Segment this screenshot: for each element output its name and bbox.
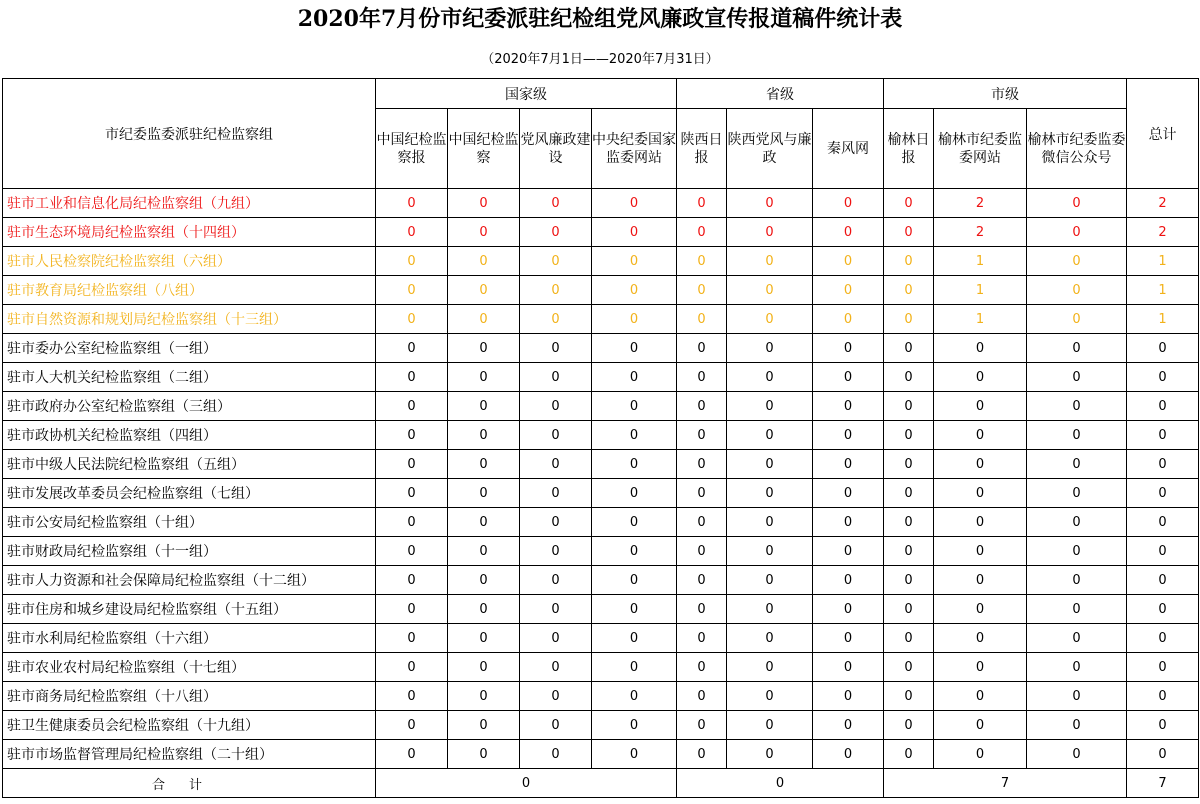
count-cell: 0 [677,421,727,450]
count-cell: 0 [884,218,934,247]
header-media: 中国纪检监察报 [376,109,448,189]
group-name-cell: 驻市水利局纪检监察组（十六组） [3,624,376,653]
summary-row [3,769,1199,798]
count-cell: 0 [813,682,884,711]
count-cell: 0 [727,305,813,334]
count-cell: 0 [677,334,727,363]
count-cell: 0 [727,595,813,624]
count-cell: 0 [376,276,448,305]
count-cell: 0 [448,218,520,247]
count-cell: 0 [520,392,592,421]
count-cell: 0 [520,479,592,508]
row-total-cell: 0 [1127,566,1199,595]
header-row-levels [3,79,1199,109]
count-cell: 0 [884,276,934,305]
count-cell: 0 [727,421,813,450]
count-cell: 0 [592,305,677,334]
count-cell: 0 [448,247,520,276]
count-cell: 0 [677,247,727,276]
row-total-cell: 0 [1127,421,1199,450]
count-cell: 0 [934,740,1027,769]
count-cell: 0 [884,740,934,769]
count-cell: 0 [934,421,1027,450]
count-cell: 0 [1027,392,1127,421]
row-total-cell: 0 [1127,508,1199,537]
count-cell: 0 [592,421,677,450]
count-cell: 0 [934,595,1027,624]
count-cell: 0 [677,682,727,711]
group-name-cell: 驻市中级人民法院纪检监察组（五组） [3,450,376,479]
count-cell: 0 [1027,305,1127,334]
count-cell: 0 [727,740,813,769]
count-cell: 0 [1027,508,1127,537]
summary-city: 7 [884,769,1127,798]
count-cell: 0 [592,189,677,218]
count-cell: 0 [448,537,520,566]
count-cell: 0 [376,740,448,769]
count-cell: 0 [376,421,448,450]
header-media: 陕西党风与廉政 [727,109,813,189]
count-cell: 0 [884,537,934,566]
group-name-cell: 驻卫生健康委员会纪检监察组（十九组） [3,711,376,740]
count-cell: 0 [1027,247,1127,276]
header-total: 总计 [1127,79,1199,189]
count-cell: 0 [520,682,592,711]
row-total-cell: 0 [1127,334,1199,363]
count-cell: 0 [448,653,520,682]
row-total-cell: 0 [1127,392,1199,421]
header-media: 陕西日报 [677,109,727,189]
count-cell: 0 [448,276,520,305]
count-cell: 0 [884,479,934,508]
count-cell: 0 [376,653,448,682]
count-cell: 0 [884,247,934,276]
count-cell: 0 [376,305,448,334]
header-media: 榆林日报 [884,109,934,189]
group-name-cell: 驻市政府办公室纪检监察组（三组） [3,392,376,421]
date-range: （2020年7月1日——2020年7月31日） [481,52,719,67]
group-name-cell: 驻市市场监督管理局纪检监察组（二十组） [3,740,376,769]
count-cell: 0 [884,566,934,595]
count-cell: 0 [520,247,592,276]
count-cell: 0 [1027,479,1127,508]
count-cell: 0 [1027,450,1127,479]
count-cell: 0 [934,479,1027,508]
count-cell: 0 [677,392,727,421]
count-cell: 0 [884,508,934,537]
count-cell: 0 [727,392,813,421]
count-cell: 0 [934,624,1027,653]
count-cell: 0 [813,508,884,537]
row-total-cell: 0 [1127,363,1199,392]
count-cell: 0 [727,247,813,276]
count-cell: 0 [677,363,727,392]
count-cell: 0 [520,189,592,218]
table-row [3,653,1199,682]
count-cell: 0 [677,595,727,624]
count-cell: 0 [520,450,592,479]
count-cell: 0 [376,537,448,566]
count-cell: 0 [813,595,884,624]
count-cell: 0 [520,305,592,334]
count-cell: 0 [1027,421,1127,450]
table-row [3,363,1199,392]
row-total-cell: 0 [1127,450,1199,479]
count-cell: 0 [884,334,934,363]
count-cell: 0 [520,537,592,566]
count-cell: 0 [677,711,727,740]
count-cell: 0 [592,276,677,305]
count-cell: 0 [592,218,677,247]
count-cell: 0 [376,450,448,479]
count-cell: 0 [727,537,813,566]
count-cell: 0 [592,682,677,711]
count-cell: 0 [934,450,1027,479]
count-cell: 0 [727,363,813,392]
group-name-cell: 驻市财政局纪检监察组（十一组） [3,537,376,566]
count-cell: 0 [884,392,934,421]
count-cell: 0 [727,334,813,363]
count-cell: 0 [813,218,884,247]
row-total-cell: 0 [1127,653,1199,682]
count-cell: 0 [592,247,677,276]
count-cell: 0 [376,479,448,508]
group-name-cell: 驻市委办公室纪检监察组（一组） [3,334,376,363]
count-cell: 0 [1027,653,1127,682]
table-row [3,537,1199,566]
count-cell: 0 [727,566,813,595]
count-cell: 0 [448,566,520,595]
group-name-cell: 驻市人力资源和社会保障局纪检监察组（十二组） [3,566,376,595]
count-cell: 0 [727,711,813,740]
count-cell: 0 [520,740,592,769]
count-cell: 0 [934,537,1027,566]
count-cell: 0 [813,537,884,566]
table-row [3,508,1199,537]
count-cell: 0 [592,508,677,537]
table-row [3,247,1199,276]
count-cell: 0 [592,334,677,363]
count-cell: 0 [376,624,448,653]
count-cell: 0 [884,363,934,392]
count-cell: 0 [884,624,934,653]
count-cell: 0 [934,682,1027,711]
count-cell: 0 [448,189,520,218]
count-cell: 0 [520,508,592,537]
header-media: 中央纪委国家监委网站 [592,109,677,189]
count-cell: 0 [448,363,520,392]
header-media: 榆林市纪委监委微信公众号 [1027,109,1127,189]
count-cell: 0 [448,711,520,740]
count-cell: 0 [520,566,592,595]
count-cell: 0 [934,566,1027,595]
count-cell: 0 [813,363,884,392]
count-cell: 0 [813,305,884,334]
header-group-col: 市纪委监委派驻纪检监察组 [3,79,376,189]
row-total-cell: 0 [1127,740,1199,769]
count-cell: 0 [884,450,934,479]
count-cell: 1 [934,247,1027,276]
count-cell: 0 [520,363,592,392]
count-cell: 0 [520,276,592,305]
count-cell: 2 [934,218,1027,247]
count-cell: 0 [727,189,813,218]
header-media: 秦风网 [813,109,884,189]
count-cell: 0 [677,189,727,218]
count-cell: 0 [1027,682,1127,711]
count-cell: 0 [1027,740,1127,769]
count-cell: 0 [376,566,448,595]
header-level-national: 国家级 [376,79,677,109]
group-name-cell: 驻市商务局纪检监察组（十八组） [3,682,376,711]
count-cell: 0 [934,711,1027,740]
row-total-cell: 0 [1127,479,1199,508]
count-cell: 0 [813,450,884,479]
row-total-cell: 0 [1127,595,1199,624]
page-title: 2020年7月份市纪委派驻纪检组党风廉政宣传报道稿件统计表 [297,6,903,32]
count-cell: 0 [1027,363,1127,392]
count-cell: 0 [884,421,934,450]
table-row [3,566,1199,595]
group-name-cell: 驻市生态环境局纪检监察组（十四组） [3,218,376,247]
count-cell: 0 [1027,218,1127,247]
count-cell: 0 [813,711,884,740]
count-cell: 0 [884,682,934,711]
count-cell: 0 [727,276,813,305]
count-cell: 0 [813,624,884,653]
count-cell: 0 [592,566,677,595]
count-cell: 0 [884,189,934,218]
count-cell: 0 [592,595,677,624]
count-cell: 0 [1027,276,1127,305]
count-cell: 0 [934,334,1027,363]
header-level-provincial: 省级 [677,79,884,109]
row-total-cell: 0 [1127,682,1199,711]
count-cell: 0 [592,479,677,508]
count-cell: 0 [520,218,592,247]
count-cell: 0 [677,450,727,479]
summary-total: 7 [1127,769,1199,798]
count-cell: 0 [592,537,677,566]
count-cell: 1 [934,276,1027,305]
count-cell: 0 [448,682,520,711]
group-name-cell: 驻市自然资源和规划局纪检监察组（十三组） [3,305,376,334]
count-cell: 0 [520,334,592,363]
count-cell: 0 [1027,334,1127,363]
group-name-cell: 驻市政协机关纪检监察组（四组） [3,421,376,450]
table-row [3,624,1199,653]
count-cell: 0 [813,334,884,363]
count-cell: 0 [448,740,520,769]
count-cell: 0 [376,334,448,363]
count-cell: 0 [520,595,592,624]
count-cell: 0 [813,247,884,276]
count-cell: 0 [376,595,448,624]
table-row [3,740,1199,769]
count-cell: 0 [727,653,813,682]
count-cell: 0 [1027,189,1127,218]
count-cell: 0 [934,363,1027,392]
table-row [3,450,1199,479]
group-name-cell: 驻市农业农村局纪检监察组（十七组） [3,653,376,682]
count-cell: 0 [520,711,592,740]
count-cell: 0 [677,740,727,769]
count-cell: 0 [376,711,448,740]
count-cell: 0 [677,508,727,537]
count-cell: 0 [1027,624,1127,653]
count-cell: 0 [376,363,448,392]
count-cell: 0 [727,218,813,247]
summary-label: 合计 [3,769,376,798]
count-cell: 0 [677,305,727,334]
header-media: 党风廉政建设 [520,109,592,189]
count-cell: 0 [813,479,884,508]
count-cell: 0 [592,653,677,682]
count-cell: 0 [448,334,520,363]
count-cell: 0 [727,479,813,508]
group-name-cell: 驻市人大机关纪检监察组（二组） [3,363,376,392]
count-cell: 0 [934,508,1027,537]
group-name-cell: 驻市住房和城乡建设局纪检监察组（十五组） [3,595,376,624]
count-cell: 0 [1027,711,1127,740]
count-cell: 0 [376,218,448,247]
group-name-cell: 驻市人民检察院纪检监察组（六组） [3,247,376,276]
table-row [3,218,1199,247]
count-cell: 0 [677,624,727,653]
summary-provincial: 0 [677,769,884,798]
count-cell: 0 [376,247,448,276]
count-cell: 0 [1027,595,1127,624]
count-cell: 0 [376,189,448,218]
table-row [3,334,1199,363]
count-cell: 0 [448,508,520,537]
table-row [3,305,1199,334]
statistics-table [2,78,1199,798]
count-cell: 0 [448,305,520,334]
group-name-cell: 驻市教育局纪检监察组（八组） [3,276,376,305]
table-row [3,189,1199,218]
count-cell: 0 [592,711,677,740]
count-cell: 0 [448,392,520,421]
count-cell: 0 [884,711,934,740]
count-cell: 0 [520,624,592,653]
header-media: 榆林市纪委监委网站 [934,109,1027,189]
count-cell: 0 [813,740,884,769]
count-cell: 0 [727,682,813,711]
row-total-cell: 1 [1127,276,1199,305]
count-cell: 0 [677,653,727,682]
count-cell: 0 [727,508,813,537]
count-cell: 0 [448,479,520,508]
count-cell: 0 [884,653,934,682]
count-cell: 2 [934,189,1027,218]
group-name-cell: 驻市发展改革委员会纪检监察组（七组） [3,479,376,508]
count-cell: 0 [677,218,727,247]
count-cell: 0 [813,566,884,595]
table-row [3,479,1199,508]
count-cell: 0 [1027,566,1127,595]
header-level-city: 市级 [884,79,1127,109]
table-row [3,711,1199,740]
group-name-cell: 驻市工业和信息化局纪检监察组（九组） [3,189,376,218]
count-cell: 0 [448,624,520,653]
count-cell: 0 [813,276,884,305]
count-cell: 0 [677,566,727,595]
header-media: 中国纪检监察 [448,109,520,189]
count-cell: 0 [813,189,884,218]
count-cell: 0 [813,392,884,421]
row-total-cell: 1 [1127,305,1199,334]
group-name-cell: 驻市公安局纪检监察组（十组） [3,508,376,537]
count-cell: 0 [520,653,592,682]
count-cell: 0 [813,653,884,682]
table-row [3,392,1199,421]
count-cell: 0 [592,740,677,769]
table-row [3,682,1199,711]
count-cell: 0 [592,363,677,392]
summary-national: 0 [376,769,677,798]
table-row [3,276,1199,305]
count-cell: 0 [592,450,677,479]
count-cell: 0 [448,595,520,624]
count-cell: 0 [376,682,448,711]
count-cell: 0 [934,392,1027,421]
count-cell: 0 [376,508,448,537]
count-cell: 0 [592,624,677,653]
count-cell: 0 [813,421,884,450]
count-cell: 0 [677,276,727,305]
count-cell: 0 [520,421,592,450]
table-row [3,595,1199,624]
count-cell: 0 [934,653,1027,682]
count-cell: 0 [884,595,934,624]
count-cell: 0 [677,537,727,566]
row-total-cell: 0 [1127,711,1199,740]
count-cell: 0 [592,392,677,421]
row-total-cell: 2 [1127,189,1199,218]
row-total-cell: 0 [1127,537,1199,566]
count-cell: 0 [448,450,520,479]
count-cell: 0 [1027,537,1127,566]
table-row [3,421,1199,450]
row-total-cell: 0 [1127,624,1199,653]
count-cell: 0 [727,624,813,653]
count-cell: 0 [884,305,934,334]
row-total-cell: 2 [1127,218,1199,247]
count-cell: 0 [677,479,727,508]
count-cell: 1 [934,305,1027,334]
count-cell: 0 [376,392,448,421]
row-total-cell: 1 [1127,247,1199,276]
count-cell: 0 [727,450,813,479]
count-cell: 0 [448,421,520,450]
